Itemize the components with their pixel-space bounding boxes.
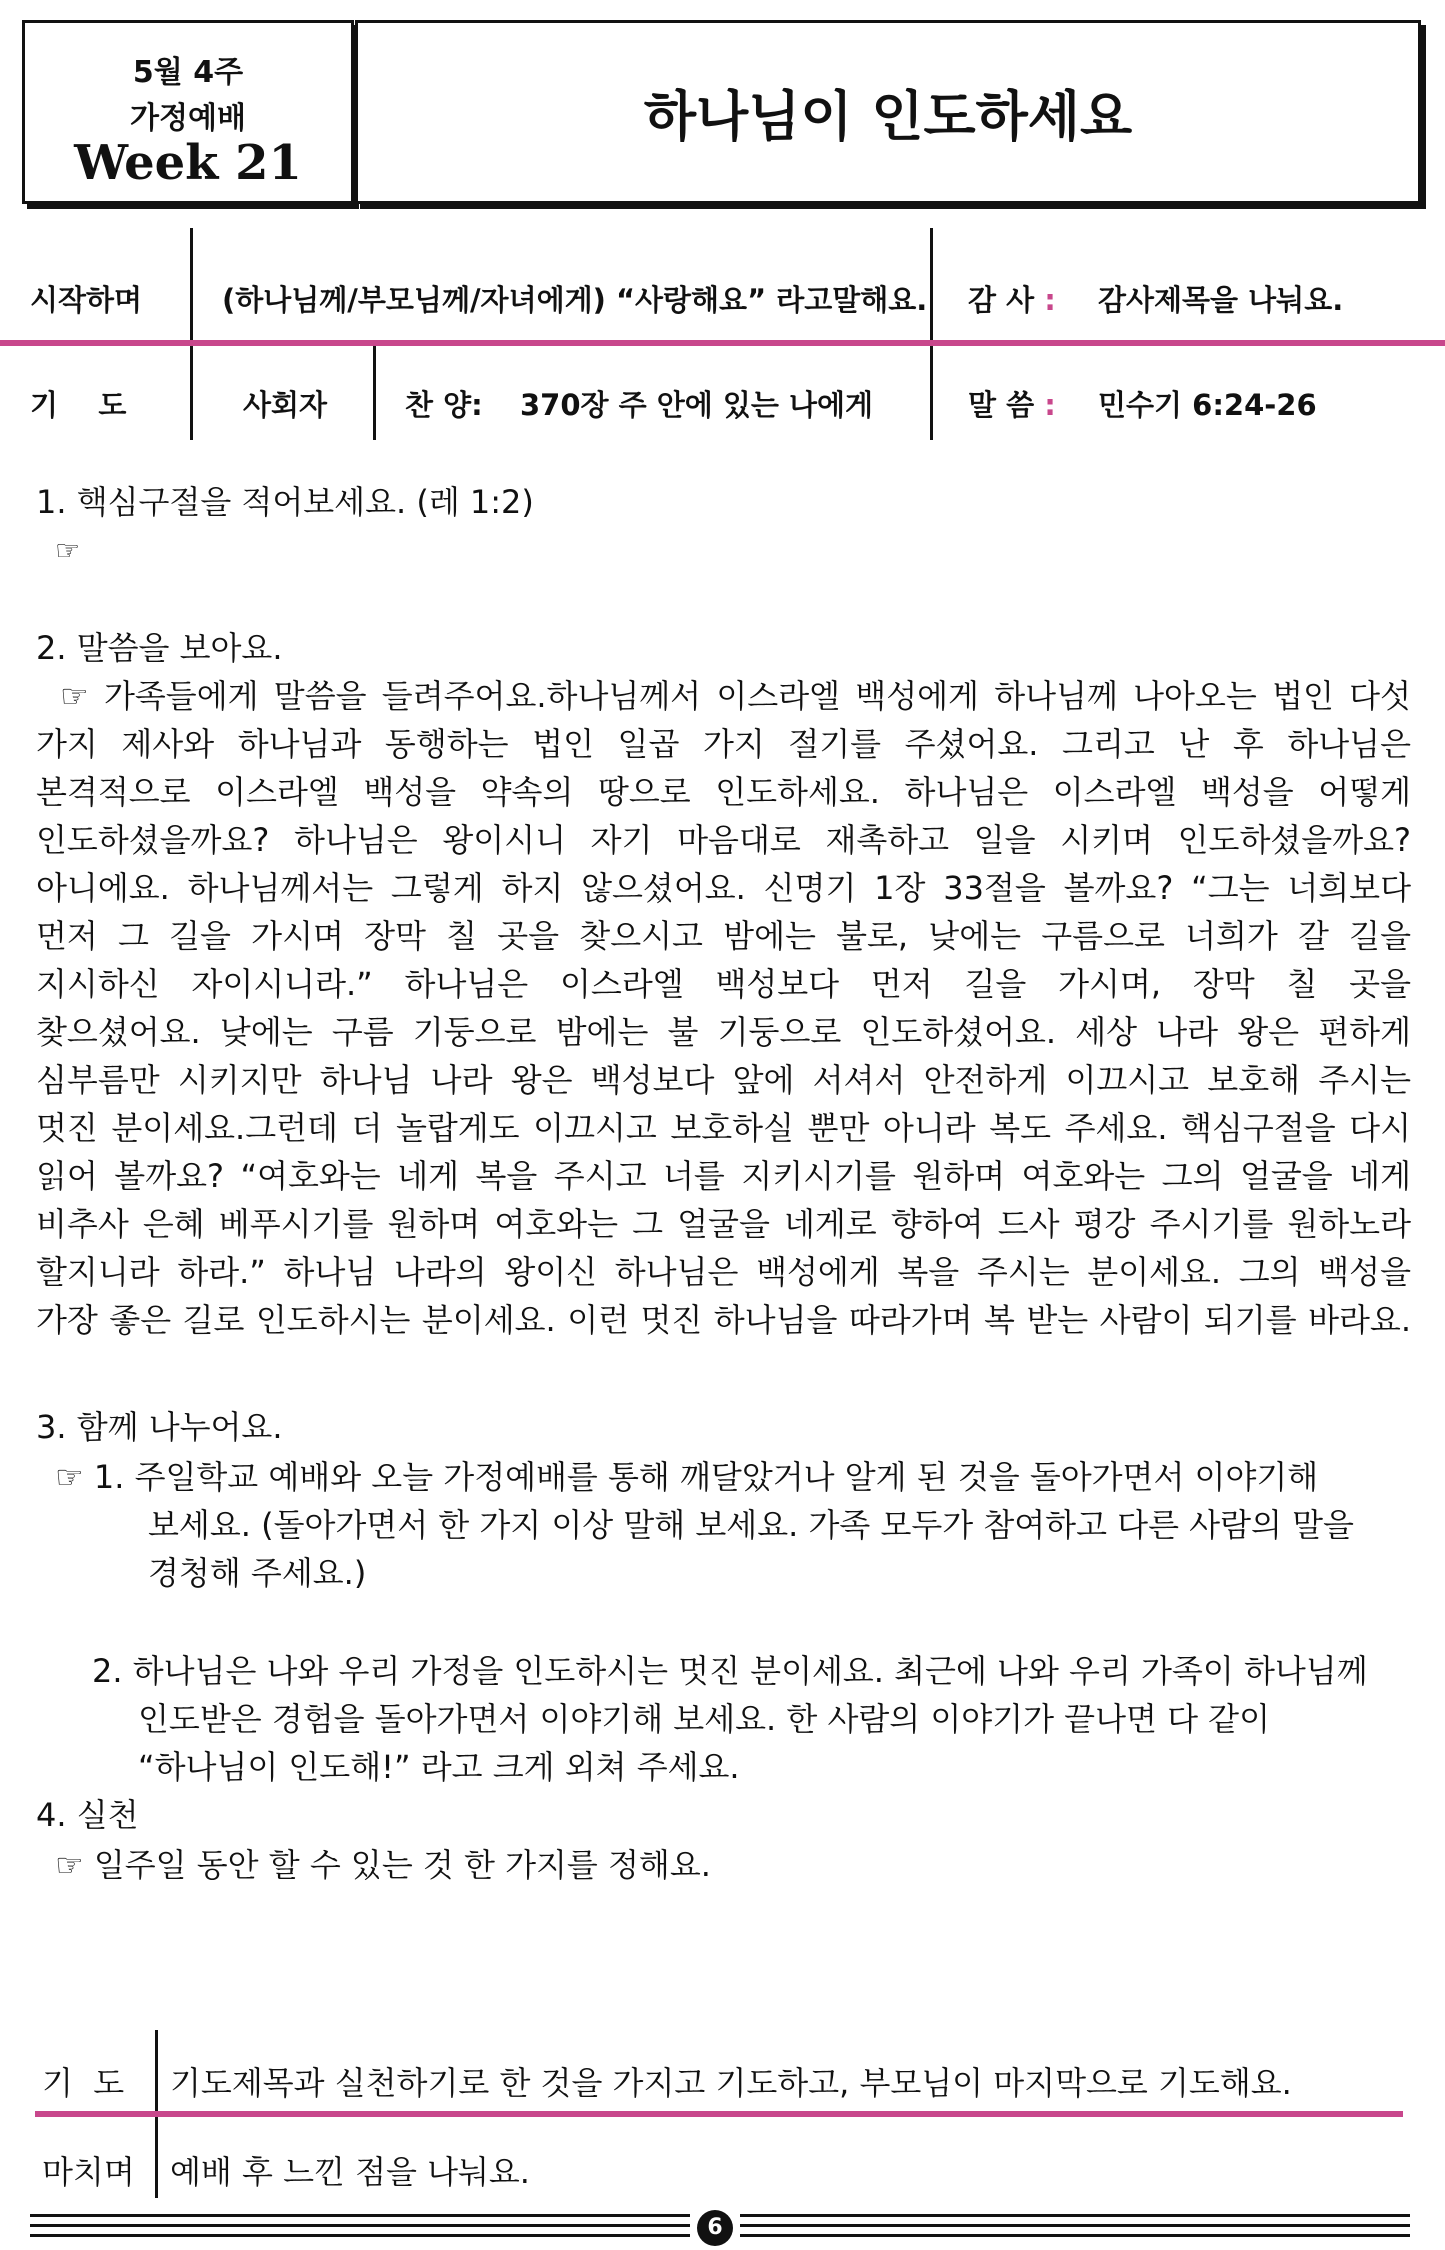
- section-1-title: 1. 핵심구절을 적어보세요. (레 1:2): [36, 483, 534, 521]
- share-item-1-line: 보세요. (돌아가면서 한 가지 이상 말해 보세요. 가족 모두가 참여하고 다른 사람의 말을: [148, 1506, 1354, 1544]
- table-divider: [373, 345, 376, 440]
- footer-rule: [740, 2214, 1410, 2217]
- share-item-2-line: 인도받은 경험을 돌아가면서 이야기해 보세요. 한 사람의 이야기가 끝나면 다 같이: [138, 1700, 1270, 1738]
- closing-label: 마치며: [42, 2153, 135, 2191]
- paragraph-line: 먼저 그 길을 가시며 장막 칠 곳을 찾으시고 밤에는 불로, 낮에는 구름으로 너희가 갈 길을: [36, 917, 1411, 955]
- word-text: 민수기 6:24-26: [1098, 388, 1317, 422]
- share-item-1-line: ☞ 1. 주일학교 예배와 오늘 가정예배를 통해 깨달았거나 알게 된 것을 돌아가면서 이야기해: [55, 1458, 1319, 1496]
- start-text: (하나님께/부모님께/자녀에게) “사랑해요” 라고말해요.: [222, 283, 928, 317]
- section-4-title: 4. 실천: [36, 1796, 139, 1834]
- paragraph-line: 비추사 은혜 베푸시기를 원하며 여호와는 그 얼굴을 네게로 향하여 드사 평강 주시기를 원하노라: [36, 1205, 1411, 1243]
- paragraph-line: ☞ 가족들에게 말씀을 들려주어요.하나님께서 이스라엘 백성에게 하나님께 나아오는 법인 다섯: [60, 677, 1411, 715]
- closing-prayer-text: 기도제목과 실천하기로 한 것을 가지고 기도하고, 부모님이 마지막으로 기도해요.: [170, 2064, 1292, 2102]
- paragraph-line: 읽어 볼까요? “여호와는 네게 복을 주시고 너를 지키시기를 원하며 여호와는 그의 얼굴을 네게: [36, 1157, 1411, 1195]
- page-number: 6: [697, 2210, 733, 2246]
- week-number: Week 21: [74, 135, 302, 191]
- footer-rule: [740, 2224, 1410, 2227]
- paragraph-line: 가지 제사와 하나님과 동행하는 법인 일곱 가지 절기를 주셨어요. 그리고 난 후 하나님은: [36, 725, 1411, 763]
- title-box: [355, 20, 1421, 204]
- pink-divider: [35, 2111, 1403, 2117]
- week-date: 5월 4주: [132, 55, 244, 90]
- section-3-title: 3. 함께 나누어요.: [36, 1408, 283, 1446]
- paragraph-line: 심부름만 시키지만 하나님 나라 왕은 백성보다 앞에 서셔서 안전하게 이끄시고 보호해 주시는: [36, 1061, 1411, 1099]
- share-item-1-line: 경청해 주세요.): [148, 1554, 367, 1592]
- footer-rule: [740, 2234, 1410, 2237]
- prayer-label: 기 도: [30, 388, 127, 422]
- paragraph-line: 아니에요. 하나님께서는 그렇게 하지 않으셨어요. 신명기 1장 33절을 볼까요? “그는 너희보다: [36, 869, 1411, 907]
- pink-divider: [0, 340, 1445, 346]
- word-label: 말 씀 :: [968, 388, 1056, 422]
- paragraph-line: 할지니라 하라.” 하나님 나라의 왕이신 하나님은 백성에게 복을 주시는 분이세요. 그의 백성을: [36, 1253, 1411, 1291]
- closing-prayer-label: 기 도: [42, 2064, 125, 2102]
- closing-text: 예배 후 느낀 점을 나눠요.: [170, 2153, 530, 2191]
- footer-rule: [30, 2214, 690, 2217]
- paragraph-line: 찾으셨어요. 낮에는 구름 기둥으로 밤에는 불 기둥으로 인도하셨어요. 세상 나라 왕은 편하게: [36, 1013, 1411, 1051]
- footer-rule: [30, 2234, 690, 2237]
- thanks-label: 감 사 :: [968, 283, 1056, 317]
- paragraph-line: 지시하신 자이시니라.” 하나님은 이스라엘 백성보다 먼저 길을 가시며, 장막 칠 곳을: [36, 965, 1411, 1003]
- section-2-title: 2. 말씀을 보아요.: [36, 629, 283, 667]
- paragraph-line: 멋진 분이세요.그런데 더 놀랍게도 이끄시고 보호하실 뿐만 아니라 복도 주세요. 핵심구절을 다시: [36, 1109, 1411, 1147]
- footer-rule: [30, 2224, 690, 2227]
- week-type: 가정예배: [130, 101, 246, 136]
- hand-icon: ☞: [55, 534, 81, 567]
- share-item-2-line: 2. 하나님은 나와 우리 가정을 인도하시는 멋진 분이세요. 최근에 나와 우리 가족이 하나님께: [92, 1652, 1368, 1690]
- week-box: [22, 20, 354, 204]
- leader-label: 사회자: [243, 388, 328, 422]
- table-divider: [930, 228, 933, 440]
- paragraph-line: 가장 좋은 길로 인도하시는 분이세요. 이런 멋진 하나님을 따라가며 복 받는 사람이 되기를 바라요.: [36, 1301, 1411, 1339]
- table-divider: [190, 228, 193, 440]
- hymn-label: 찬 양:: [405, 388, 483, 422]
- paragraph-line: 인도하셨을까요? 하나님은 왕이시니 자기 마음대로 재촉하고 일을 시키며 인도하셨을까요?: [36, 821, 1411, 859]
- hymn-text: 370장 주 안에 있는 나에게: [520, 388, 874, 422]
- paragraph-line: 본격적으로 이스라엘 백성을 약속의 땅으로 인도하세요. 하나님은 이스라엘 백성을 어떻게: [36, 773, 1411, 811]
- thanks-text: 감사제목을 나눠요.: [1098, 283, 1344, 317]
- share-item-2-line: “하나님이 인도해!” 라고 크게 외쳐 주세요.: [138, 1748, 740, 1786]
- start-label: 시작하며: [30, 283, 143, 317]
- page-title: 하나님이 인도하세요: [643, 84, 1133, 148]
- practice-line: ☞ 일주일 동안 할 수 있는 것 한 가지를 정해요.: [55, 1846, 711, 1884]
